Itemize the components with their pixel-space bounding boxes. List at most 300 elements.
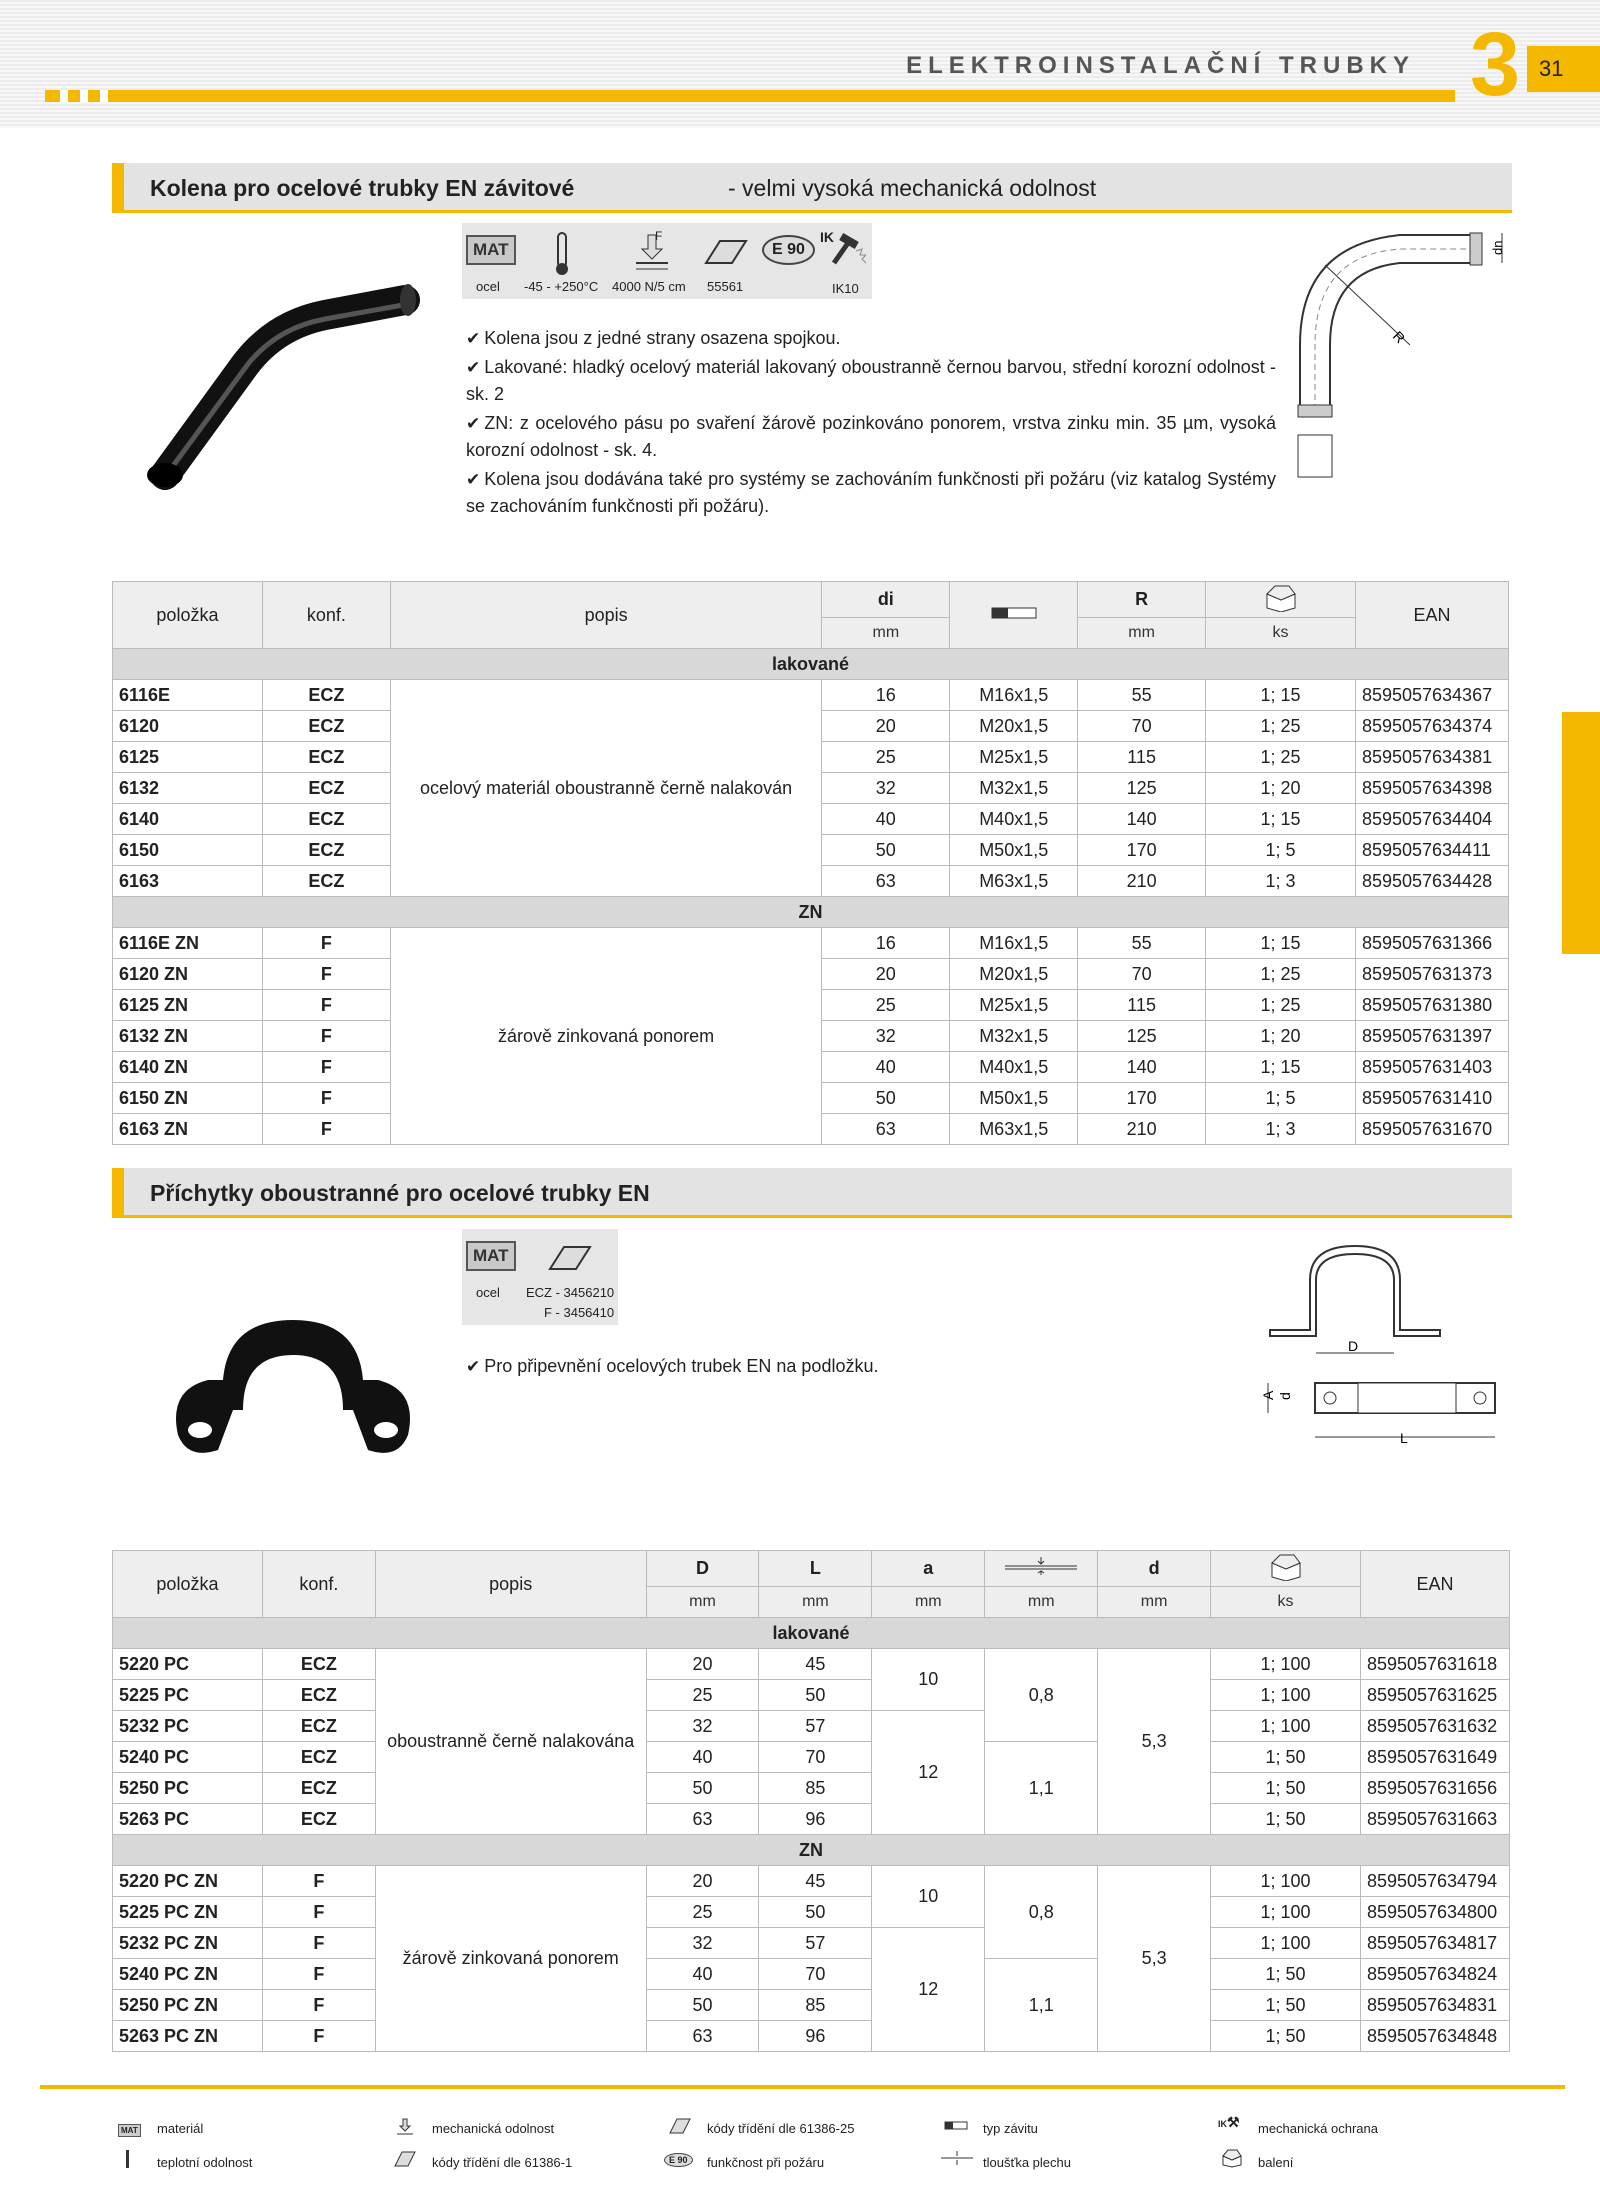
dim-d: d xyxy=(1277,1392,1293,1400)
cell-conf: F xyxy=(262,1928,375,1959)
cell-conf: F xyxy=(262,1866,375,1897)
section-subtitle: - velmi vysoká mechanická odolnost xyxy=(728,175,1097,201)
cell-ean: 8595057634831 xyxy=(1360,1990,1509,2021)
cell-pack: 1; 3 xyxy=(1206,1114,1356,1145)
cell-desc: ocelový materiál oboustranně černě nalakován xyxy=(390,680,822,897)
cell-conf: F xyxy=(262,1959,375,1990)
col-header-desc: popis xyxy=(375,1551,646,1618)
group-row xyxy=(113,1835,1510,1866)
material-icon: MAT xyxy=(118,2120,141,2138)
prop-material: ocel xyxy=(476,279,500,294)
legend-item: funkčnost při požáru xyxy=(707,2155,825,2170)
col-header-thickness xyxy=(985,1551,1098,1587)
prop-ik: IK10 xyxy=(832,281,859,296)
table-row xyxy=(113,928,1509,959)
properties-box xyxy=(462,223,872,299)
cell-L: 50 xyxy=(759,1897,872,1928)
cell-di: 63 xyxy=(822,866,950,897)
cell-ean: 8595057631373 xyxy=(1355,959,1508,990)
cell-item: 6140 xyxy=(113,804,263,835)
impact-protection-icon: IK⚒ xyxy=(1218,2114,1240,2130)
cell-r: 55 xyxy=(1078,928,1206,959)
cell-conf: F xyxy=(262,990,390,1021)
header-title: ELEKTROINSTALAČNÍ TRUBKY xyxy=(906,52,1415,79)
col-header-conf: konf. xyxy=(262,582,390,649)
cell-thread: M25x1,5 xyxy=(950,990,1078,1021)
elbow-technical-drawing xyxy=(1280,225,1520,485)
temperature-icon xyxy=(124,2148,132,2170)
cell-D: 20 xyxy=(646,1866,759,1897)
cell-conf: F xyxy=(262,1021,390,1052)
feature-item: ✔ ZN: z ocelového pásu po svaření žárově pozinkováno ponorem, vrstva zinku min. 35 µm, vysoká korozní odolnost - sk. 4. xyxy=(466,413,1276,460)
cell-thread: M40x1,5 xyxy=(950,804,1078,835)
cell-pack: 1; 50 xyxy=(1211,2021,1361,2052)
cell-item: 5240 PC ZN xyxy=(113,1959,263,1990)
group-label: lakované xyxy=(113,649,1509,680)
cell-r: 210 xyxy=(1078,1114,1206,1145)
col-header-desc: popis xyxy=(390,582,822,649)
legend-item: typ závitu xyxy=(983,2121,1038,2136)
cell-thread: M63x1,5 xyxy=(950,866,1078,897)
cell-item: 5220 PC ZN xyxy=(113,1866,263,1897)
col-header-item: položka xyxy=(113,1551,263,1618)
feature-list xyxy=(466,325,1276,522)
prop-material: ocel xyxy=(476,1285,500,1300)
page-header xyxy=(0,0,1600,128)
col-header-d: d xyxy=(1098,1551,1211,1587)
col-header-D: D xyxy=(646,1551,759,1587)
chapter-number: 3 xyxy=(1470,15,1521,115)
cell-di: 20 xyxy=(822,711,950,742)
check-icon: ✔ xyxy=(466,329,481,348)
cell-conf: ECZ xyxy=(262,1773,375,1804)
cell-item: 6163 ZN xyxy=(113,1114,263,1145)
cell-d: 5,3 xyxy=(1098,1649,1211,1835)
cell-pack: 1; 25 xyxy=(1206,742,1356,773)
cell-conf: ECZ xyxy=(262,742,390,773)
cell-r: 140 xyxy=(1078,1052,1206,1083)
cell-thickness: 0,8 xyxy=(985,1866,1098,1959)
cell-ean: 8595057634848 xyxy=(1360,2021,1509,2052)
cell-ean: 8595057631663 xyxy=(1360,1804,1509,1835)
cell-item: 6150 xyxy=(113,835,263,866)
cell-thread: M50x1,5 xyxy=(950,835,1078,866)
section-title: Příchytky oboustranné pro ocelové trubky EN xyxy=(150,1180,650,1206)
cell-conf: ECZ xyxy=(262,804,390,835)
check-icon: ✔ xyxy=(466,470,481,489)
cell-item: 6125 xyxy=(113,742,263,773)
cell-di: 25 xyxy=(822,742,950,773)
dn-label: dn xyxy=(1490,240,1505,255)
cell-thickness: 1,1 xyxy=(985,1959,1098,2052)
chapter-side-tab xyxy=(1562,712,1600,954)
cell-L: 45 xyxy=(759,1649,872,1680)
cell-r: 140 xyxy=(1078,804,1206,835)
table-row xyxy=(113,1866,1510,1897)
thread-type-icon xyxy=(944,2120,968,2132)
cell-ean: 8595057634428 xyxy=(1355,866,1508,897)
col-header-di: di xyxy=(822,582,950,618)
feature-item: ✔ Kolena jsou dodávána také pro systémy se zachováním funkčnosti při požáru (viz katalog Systémy se zachováním funkčnosti při požáru). xyxy=(466,469,1276,516)
cell-pack: 1; 100 xyxy=(1211,1649,1361,1680)
cell-ean: 8595057631380 xyxy=(1355,990,1508,1021)
cell-ean: 8595057634800 xyxy=(1360,1897,1509,1928)
cell-item: 6120 ZN xyxy=(113,959,263,990)
cell-thread: M32x1,5 xyxy=(950,773,1078,804)
feature-list xyxy=(466,1353,1166,1382)
legend-item: mechanická odolnost xyxy=(432,2121,555,2136)
radius-label: R xyxy=(1389,327,1409,347)
group-label: lakované xyxy=(113,1618,1510,1649)
cell-item: 6150 ZN xyxy=(113,1083,263,1114)
cell-ean: 8595057634824 xyxy=(1360,1959,1509,1990)
classification-25-icon xyxy=(668,2117,692,2135)
group-label: ZN xyxy=(113,1835,1510,1866)
cell-ean: 8595057631632 xyxy=(1360,1711,1509,1742)
cell-conf: ECZ xyxy=(262,680,390,711)
dim-d-upper: D xyxy=(1348,1338,1359,1354)
cell-pack: 1; 20 xyxy=(1206,773,1356,804)
cell-desc: žárově zinkovaná ponorem xyxy=(390,928,822,1145)
cell-D: 50 xyxy=(646,1990,759,2021)
unit-r: mm xyxy=(1078,618,1206,649)
mechanical-strength-icon xyxy=(395,2117,415,2137)
cell-item: 6120 xyxy=(113,711,263,742)
cell-D: 50 xyxy=(646,1773,759,1804)
elbow-product-image xyxy=(125,270,435,510)
fire-function-icon: E 90 xyxy=(664,2150,693,2168)
cell-conf: ECZ xyxy=(262,1711,375,1742)
cell-item: 5250 PC ZN xyxy=(113,1990,263,2021)
cell-ean: 8595057631649 xyxy=(1360,1742,1509,1773)
cell-thickness: 1,1 xyxy=(985,1742,1098,1835)
cell-pack: 1; 50 xyxy=(1211,1804,1361,1835)
cell-L: 50 xyxy=(759,1680,872,1711)
unit-D: mm xyxy=(646,1587,759,1618)
legend-item: kódy třídění dle 61386-25 xyxy=(707,2121,855,2136)
cell-ean: 8595057634411 xyxy=(1355,835,1508,866)
cell-thread: M32x1,5 xyxy=(950,1021,1078,1052)
cell-D: 40 xyxy=(646,1742,759,1773)
cell-item: 5225 PC xyxy=(113,1680,263,1711)
cell-pack: 1; 15 xyxy=(1206,928,1356,959)
cell-a: 10 xyxy=(872,1866,985,1928)
cell-conf: F xyxy=(262,1990,375,2021)
cell-conf: ECZ xyxy=(262,835,390,866)
cell-ean: 8595057634374 xyxy=(1355,711,1508,742)
table-row xyxy=(113,1897,1510,1928)
cell-item: 5263 PC xyxy=(113,1804,263,1835)
check-icon: ✔ xyxy=(466,358,481,377)
cell-pack: 1; 100 xyxy=(1211,1711,1361,1742)
cell-ean: 8595057631366 xyxy=(1355,928,1508,959)
cell-di: 20 xyxy=(822,959,950,990)
group-label: ZN xyxy=(113,897,1509,928)
table-row xyxy=(113,1711,1510,1742)
properties-box xyxy=(462,1229,618,1325)
table-row xyxy=(113,680,1509,711)
header-rule-gap xyxy=(60,90,68,102)
cell-D: 63 xyxy=(646,1804,759,1835)
cell-di: 16 xyxy=(822,928,950,959)
cell-thread: M63x1,5 xyxy=(950,1114,1078,1145)
classification-1-icon xyxy=(393,2150,417,2168)
cell-L: 57 xyxy=(759,1711,872,1742)
unit-ks: ks xyxy=(1206,618,1356,649)
col-header-ean: EAN xyxy=(1355,582,1508,649)
cell-thread: M25x1,5 xyxy=(950,742,1078,773)
cell-item: 6163 xyxy=(113,866,263,897)
cell-conf: ECZ xyxy=(262,1804,375,1835)
col-header-L: L xyxy=(759,1551,872,1587)
col-header-ean: EAN xyxy=(1360,1551,1509,1618)
col-header-conf: konf. xyxy=(262,1551,375,1618)
legend-item: tloušťka plechu xyxy=(983,2155,1071,2170)
cell-r: 115 xyxy=(1078,990,1206,1021)
cell-item: 6116E xyxy=(113,680,263,711)
force-label: F xyxy=(655,229,663,243)
material-icon: MAT xyxy=(466,235,516,265)
table-row xyxy=(113,1990,1510,2021)
cell-di: 25 xyxy=(822,990,950,1021)
cell-ean: 8595057634817 xyxy=(1360,1928,1509,1959)
cell-pack: 1; 25 xyxy=(1206,990,1356,1021)
check-icon: ✔ xyxy=(466,414,481,433)
cell-thread: M50x1,5 xyxy=(950,1083,1078,1114)
dim-l: L xyxy=(1400,1430,1408,1446)
cell-di: 32 xyxy=(822,1021,950,1052)
dim-a: A xyxy=(1260,1390,1276,1400)
prop-force: 4000 N/5 cm xyxy=(612,279,686,294)
cell-di: 40 xyxy=(822,1052,950,1083)
sheet-thickness-icon xyxy=(940,2150,974,2166)
section-title: Kolena pro ocelové trubky EN závitové xyxy=(150,175,575,201)
group-row xyxy=(113,649,1509,680)
cell-item: 6125 ZN xyxy=(113,990,263,1021)
cell-ean: 8595057631670 xyxy=(1355,1114,1508,1145)
table-row xyxy=(113,1742,1510,1773)
sheet-thickness-icon xyxy=(1003,1555,1079,1577)
cell-r: 70 xyxy=(1078,959,1206,990)
cell-item: 5232 PC ZN xyxy=(113,1928,263,1959)
col-header-a: a xyxy=(872,1551,985,1587)
classification-25-icon xyxy=(702,237,750,267)
cell-conf: F xyxy=(262,2021,375,2052)
cell-D: 32 xyxy=(646,1711,759,1742)
header-rule xyxy=(45,90,1455,102)
cell-conf: F xyxy=(262,1114,390,1145)
cell-conf: ECZ xyxy=(262,773,390,804)
cell-conf: ECZ xyxy=(262,866,390,897)
clips-table xyxy=(112,1550,1510,2052)
cell-L: 57 xyxy=(759,1928,872,1959)
col-header-package xyxy=(1211,1551,1361,1587)
table-row xyxy=(113,1649,1510,1680)
cell-ean: 8595057634404 xyxy=(1355,804,1508,835)
page-number: 31 xyxy=(1527,46,1600,92)
legend-item: materiál xyxy=(157,2121,204,2136)
cell-ean: 8595057634381 xyxy=(1355,742,1508,773)
cell-pack: 1; 100 xyxy=(1211,1928,1361,1959)
cell-conf: F xyxy=(262,959,390,990)
cell-di: 16 xyxy=(822,680,950,711)
cell-D: 20 xyxy=(646,1649,759,1680)
temperature-icon xyxy=(552,231,572,277)
unit-ks: ks xyxy=(1211,1587,1361,1618)
cell-D: 25 xyxy=(646,1680,759,1711)
unit-thickness: mm xyxy=(985,1587,1098,1618)
cell-pack: 1; 50 xyxy=(1211,1773,1361,1804)
elbows-table xyxy=(112,581,1509,1145)
unit-L: mm xyxy=(759,1587,872,1618)
col-header-thread xyxy=(950,582,1078,649)
legend-item: kódy třídění dle 61386-1 xyxy=(432,2155,573,2170)
classification-1-icon xyxy=(546,1243,594,1273)
impact-protection-icon: IK xyxy=(820,229,834,247)
header-rule-gap xyxy=(80,90,88,102)
clip-technical-drawing xyxy=(1240,1240,1510,1455)
cell-ean: 8595057631618 xyxy=(1360,1649,1509,1680)
cell-item: 5220 PC xyxy=(113,1649,263,1680)
package-icon xyxy=(1266,1551,1306,1581)
cell-D: 63 xyxy=(646,2021,759,2052)
cell-item: 6116E ZN xyxy=(113,928,263,959)
cell-di: 50 xyxy=(822,835,950,866)
cell-r: 125 xyxy=(1078,773,1206,804)
cell-L: 96 xyxy=(759,1804,872,1835)
table-row xyxy=(113,1959,1510,1990)
cell-pack: 1; 50 xyxy=(1211,1959,1361,1990)
legend-item: teplotní odolnost xyxy=(157,2155,253,2170)
cell-L: 70 xyxy=(759,1742,872,1773)
legend-item: mechanická ochrana xyxy=(1258,2121,1378,2136)
cell-pack: 1; 5 xyxy=(1206,835,1356,866)
cell-conf: ECZ xyxy=(262,1742,375,1773)
cell-thread: M16x1,5 xyxy=(950,680,1078,711)
col-header-r: R xyxy=(1078,582,1206,618)
cell-item: 5232 PC xyxy=(113,1711,263,1742)
cell-pack: 1; 50 xyxy=(1211,1990,1361,2021)
feature-item: ✔ Pro připevnění ocelových trubek EN na podložku. xyxy=(466,1356,879,1376)
cell-thread: M20x1,5 xyxy=(950,711,1078,742)
package-icon xyxy=(1261,582,1301,612)
cell-r: 55 xyxy=(1078,680,1206,711)
cell-ean: 8595057631410 xyxy=(1355,1083,1508,1114)
mechanical-strength-icon xyxy=(632,231,672,277)
cell-pack: 1; 5 xyxy=(1206,1083,1356,1114)
package-icon xyxy=(1220,2148,1244,2168)
cell-ean: 8595057634398 xyxy=(1355,773,1508,804)
cell-conf: ECZ xyxy=(262,1649,375,1680)
cell-a: 12 xyxy=(872,1711,985,1835)
material-icon: MAT xyxy=(466,1241,516,1271)
legend-item: balení xyxy=(1258,2155,1294,2170)
cell-L: 85 xyxy=(759,1990,872,2021)
cell-L: 85 xyxy=(759,1773,872,1804)
col-header-item: položka xyxy=(113,582,263,649)
cell-item: 5240 PC xyxy=(113,1742,263,1773)
section-bar-elbows xyxy=(112,163,1512,213)
cell-D: 40 xyxy=(646,1959,759,1990)
header-rule-gap xyxy=(100,90,108,102)
cell-a: 12 xyxy=(872,1928,985,2052)
unit-a: mm xyxy=(872,1587,985,1618)
cell-conf: F xyxy=(262,1897,375,1928)
group-row xyxy=(113,1618,1510,1649)
cell-ean: 8595057631625 xyxy=(1360,1680,1509,1711)
fire-function-icon: E 90 xyxy=(762,235,815,265)
col-header-package xyxy=(1206,582,1356,618)
cell-r: 170 xyxy=(1078,835,1206,866)
cell-L: 96 xyxy=(759,2021,872,2052)
footer-rule xyxy=(40,2085,1565,2089)
table-row xyxy=(113,1680,1510,1711)
unit-d: mm xyxy=(1098,1587,1211,1618)
cell-pack: 1; 15 xyxy=(1206,680,1356,711)
cell-conf: ECZ xyxy=(262,1680,375,1711)
cell-r: 70 xyxy=(1078,711,1206,742)
table-row xyxy=(113,1804,1510,1835)
cell-L: 70 xyxy=(759,1959,872,1990)
cell-thread: M20x1,5 xyxy=(950,959,1078,990)
prop-code: 55561 xyxy=(707,279,744,294)
cell-pack: 1; 100 xyxy=(1211,1866,1361,1897)
cell-a: 10 xyxy=(872,1649,985,1711)
cell-pack: 1; 15 xyxy=(1206,1052,1356,1083)
cell-ean: 8595057631656 xyxy=(1360,1773,1509,1804)
cell-pack: 1; 50 xyxy=(1211,1742,1361,1773)
thread-type-icon xyxy=(990,605,1038,621)
cell-item: 6132 xyxy=(113,773,263,804)
prop-code-f: F - 3456410 xyxy=(544,1305,615,1320)
cell-di: 32 xyxy=(822,773,950,804)
unit-di: mm xyxy=(822,618,950,649)
cell-pack: 1; 25 xyxy=(1206,959,1356,990)
feature-item: ✔ Kolena jsou z jedné strany osazena spojkou. xyxy=(466,328,841,348)
cell-pack: 1; 100 xyxy=(1211,1897,1361,1928)
section-bar-clips xyxy=(112,1168,1512,1218)
cell-r: 125 xyxy=(1078,1021,1206,1052)
clip-product-image xyxy=(128,1300,428,1470)
cell-item: 5225 PC ZN xyxy=(113,1897,263,1928)
cell-pack: 1; 15 xyxy=(1206,804,1356,835)
cell-ean: 8595057634367 xyxy=(1355,680,1508,711)
cell-D: 25 xyxy=(646,1897,759,1928)
cell-ean: 8595057631397 xyxy=(1355,1021,1508,1052)
cell-desc: oboustranně černě nalakována xyxy=(375,1649,646,1835)
cell-di: 63 xyxy=(822,1114,950,1145)
cell-ean: 8595057631403 xyxy=(1355,1052,1508,1083)
cell-item: 6132 ZN xyxy=(113,1021,263,1052)
cell-conf: ECZ xyxy=(262,711,390,742)
table-row xyxy=(113,2021,1510,2052)
cell-thread: M16x1,5 xyxy=(950,928,1078,959)
cell-item: 5263 PC ZN xyxy=(113,2021,263,2052)
group-row xyxy=(113,897,1509,928)
cell-di: 50 xyxy=(822,1083,950,1114)
prop-code-ecz: ECZ - 3456210 xyxy=(526,1285,615,1300)
cell-pack: 1; 20 xyxy=(1206,1021,1356,1052)
cell-conf: F xyxy=(262,1083,390,1114)
cell-pack: 1; 3 xyxy=(1206,866,1356,897)
cell-item: 5250 PC xyxy=(113,1773,263,1804)
cell-conf: F xyxy=(262,928,390,959)
cell-L: 45 xyxy=(759,1866,872,1897)
cell-conf: F xyxy=(262,1052,390,1083)
cell-d: 5,3 xyxy=(1098,1866,1211,2052)
feature-item: ✔ Lakované: hladký ocelový materiál lakovaný oboustranně černou barvou, střední korozní odolnost - sk. 2 xyxy=(466,357,1276,404)
cell-item: 6140 ZN xyxy=(113,1052,263,1083)
